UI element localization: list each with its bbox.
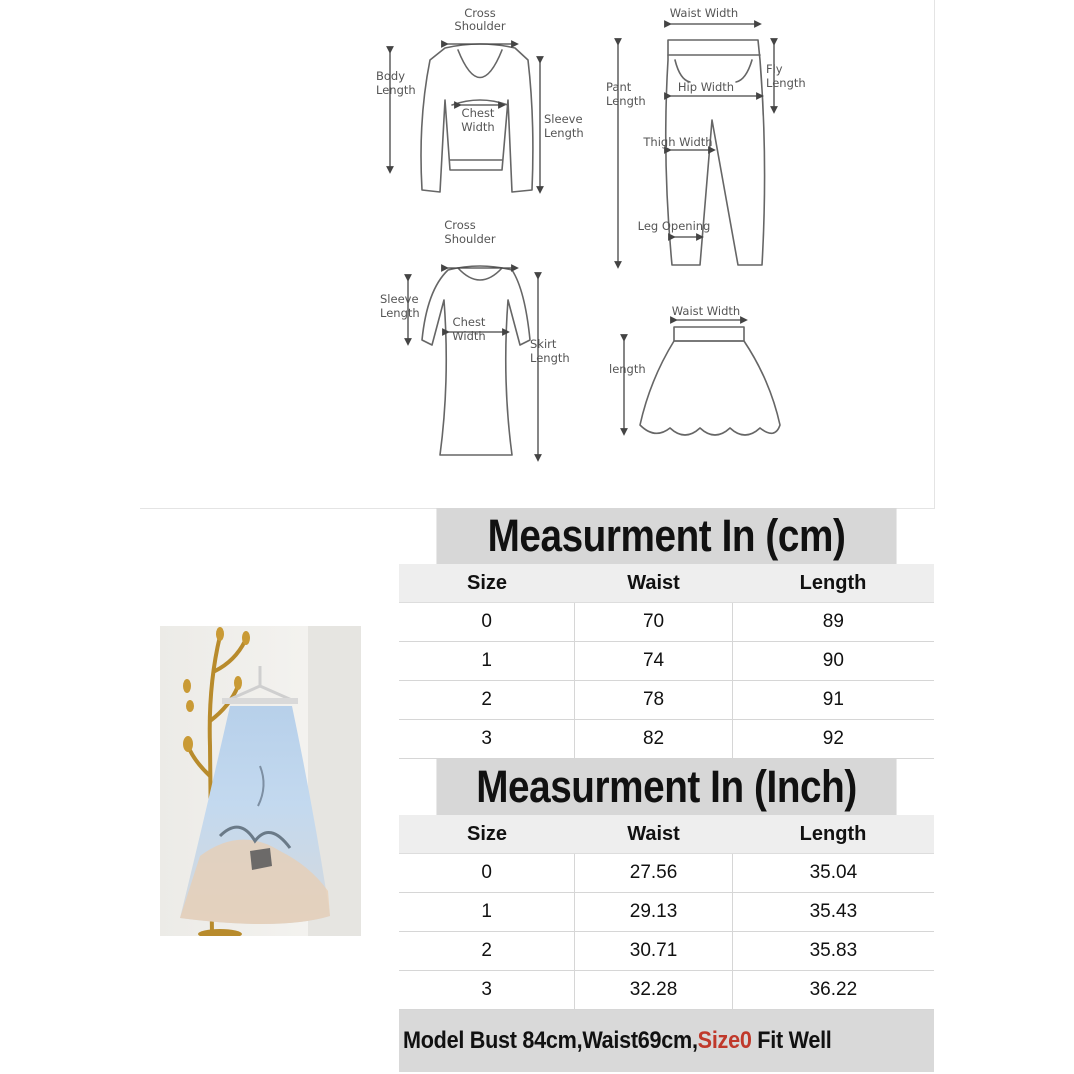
cell-waist: 74 [575, 642, 732, 680]
cell-length: 90 [822, 650, 844, 671]
cell-waist: 32.28 [575, 971, 732, 1009]
skirt-waist-width-label: Waist Width [671, 304, 741, 318]
body-length-label-1: Body [376, 69, 406, 83]
chest-width-label-2: Width [461, 120, 495, 134]
dress-cross-shoulder-label-1: Cross [444, 218, 476, 232]
cell-waist: 29.13 [575, 893, 732, 931]
model-fit-text [403, 1027, 832, 1055]
cell-size: 0 [399, 854, 575, 892]
dress-sleeve-length-label-1: Sleeve [380, 292, 419, 306]
pants-waist-width-label: Waist Width [669, 6, 739, 20]
cell-waist: 70 [575, 603, 732, 641]
model-fit-prefix: Model Bust 84cm,Waist69cm, [403, 1027, 698, 1054]
dress-chest-width-label-1: Chest [452, 315, 486, 329]
cell-length: 91 [822, 689, 844, 710]
fly-length-label-2: Length [766, 76, 806, 90]
table-row [399, 854, 934, 893]
product-photo [160, 626, 361, 936]
cell-size: 3 [399, 971, 575, 1009]
cm-table-title: Measurment In (cm) [436, 508, 896, 564]
pant-length-label-2: Length [606, 94, 646, 108]
pant-length-label-1: Pant [606, 80, 632, 94]
cm-table-header [399, 564, 934, 603]
sleeve-length-label-1: Sleeve [544, 112, 583, 126]
table-row [399, 971, 934, 1010]
hip-width-label: Hip Width [677, 80, 735, 94]
dress-cross-shoulder-label-2: Shoulder [444, 232, 496, 246]
table-row [399, 603, 934, 642]
cell-length: 35.83 [809, 940, 858, 961]
cross-shoulder-label-1: Cross [464, 6, 496, 20]
cell-waist: 82 [575, 720, 732, 758]
cell-waist: 27.56 [575, 854, 732, 892]
cell-size: 2 [399, 681, 575, 719]
cell-size: 1 [399, 893, 575, 931]
cm-header-size: Size [466, 571, 508, 594]
cell-waist: 78 [575, 681, 732, 719]
cell-size: 2 [399, 932, 575, 970]
fly-length-label-1: Fly [766, 62, 783, 76]
skirt-length-side-label: length [609, 362, 646, 376]
garment-diagram [140, 0, 934, 508]
table-row [399, 681, 934, 720]
dress-sleeve-length-label-2: Length [380, 306, 420, 320]
cell-waist: 30.71 [575, 932, 732, 970]
thigh-width-label: Thigh Width [643, 135, 713, 149]
cell-size: 0 [399, 603, 575, 641]
cm-header-length: Length [799, 571, 867, 594]
table-row [399, 893, 934, 932]
skirt-illustration [640, 327, 780, 435]
cell-length: 92 [822, 728, 844, 749]
sleeve-length-label-2: Length [544, 126, 584, 140]
chest-width-label-1: Chest [461, 106, 495, 120]
cell-length: 89 [822, 611, 844, 632]
body-length-label-2: Length [376, 83, 416, 97]
measurement-diagram-panel [140, 0, 935, 509]
inch-measurement-table [399, 759, 934, 1010]
cell-size: 1 [399, 642, 575, 680]
cell-length: 35.43 [809, 901, 858, 922]
inch-header-size: Size [466, 822, 508, 845]
table-row [399, 642, 934, 681]
inch-header-length: Length [799, 822, 867, 845]
skirt-length-label-2: Length [530, 351, 570, 365]
cm-measurement-table [399, 508, 934, 759]
model-fit-size-highlight: Size0 [697, 1027, 752, 1054]
dress-illustration [422, 266, 530, 455]
skirt-length-label-1: Skirt [530, 337, 557, 351]
table-row [399, 932, 934, 971]
table-row [399, 720, 934, 759]
dress-chest-width-label-2: Width [452, 329, 486, 343]
inch-header-waist: Waist [627, 822, 680, 845]
cross-shoulder-label-2: Shoulder [454, 19, 506, 33]
cm-header-waist: Waist [627, 571, 680, 594]
inch-table-title: Measurment In (Inch) [436, 759, 896, 815]
inch-table-header [399, 815, 934, 854]
cell-size: 3 [399, 720, 575, 758]
leg-opening-label: Leg Opening [637, 219, 711, 233]
model-fit-suffix: Fit Well [751, 1027, 832, 1054]
model-fit-note [399, 1010, 934, 1072]
cell-length: 36.22 [809, 979, 858, 1000]
cell-length: 35.04 [809, 862, 858, 883]
